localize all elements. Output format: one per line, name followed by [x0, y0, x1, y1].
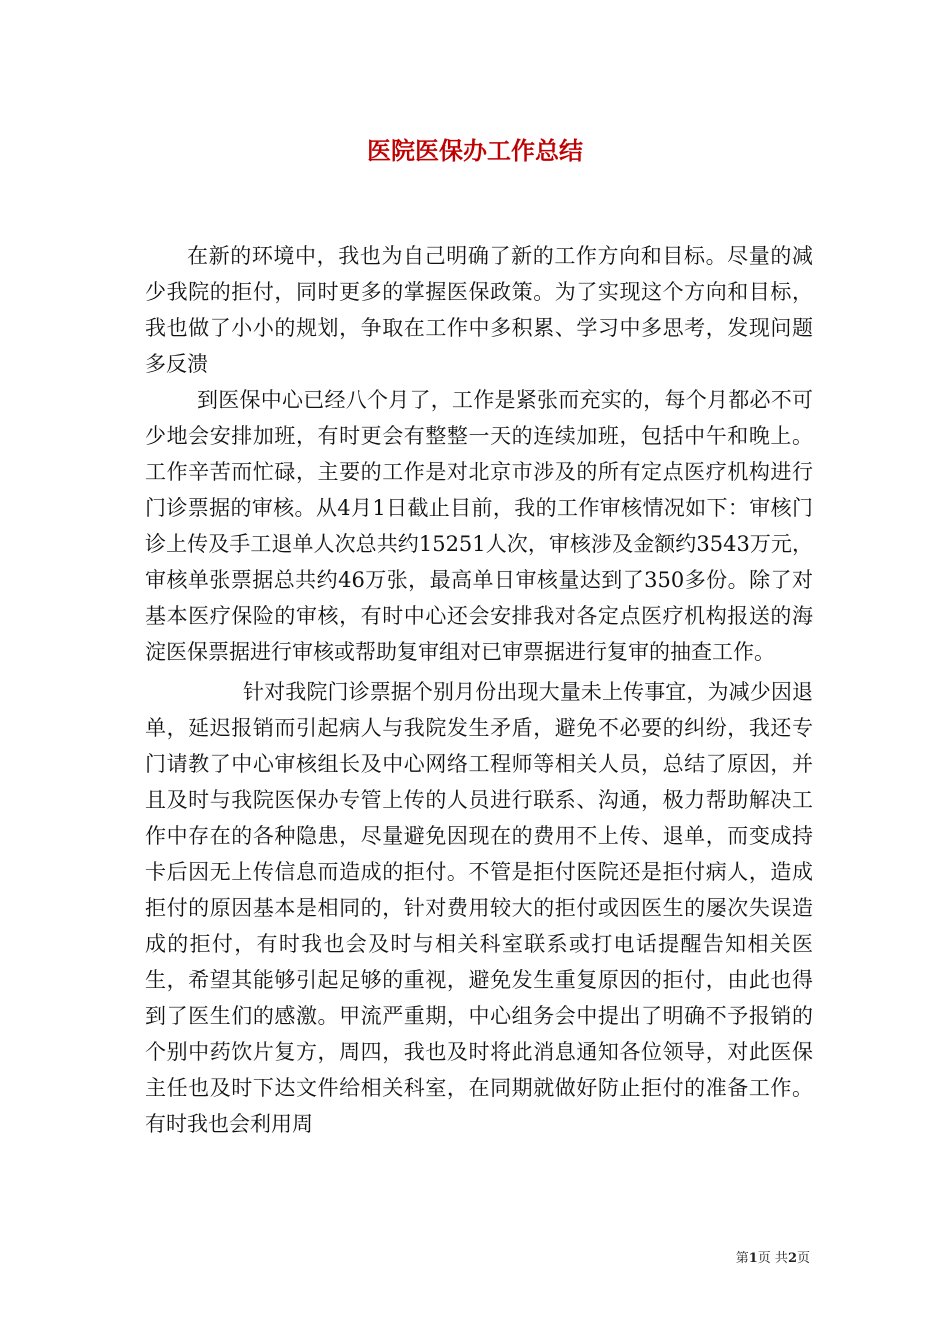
footer-total-pages: 2 — [787, 1251, 797, 1266]
footer-prefix: 第 — [735, 1251, 749, 1266]
footer-current-page: 1 — [748, 1251, 758, 1266]
document-title: 医院医保办工作总结 — [367, 136, 583, 165]
page-footer — [736, 1247, 810, 1266]
paragraph-2: 到医保中心已经八个月了，工作是紧张而充实的，每个月都必不可少地会安排加班，有时更会有整整一天的连续加班，包括中午和晚上。工作辛苦而忙碌，主要的工作是对北京市涉及的所有定点医疗机构进行门诊票据的审核。从4月1日截止目前，我的工作审核情况如下：审核门诊上传及手工退单人次总共约15251人次，审核涉及金额约3543万元，审核单张票据总共约46万张，最高单日审核量达到了350多份。除了对基本医疗保险的审核，有时中心还会安排我对各定点医疗机构报送的海淀医保票据进行审核或帮助复审组对已审票据进行复审的抽查工作。 — [145, 388, 813, 664]
footer-middle: 页 共 — [757, 1251, 788, 1266]
paragraph-1: 在新的环境中，我也为自己明确了新的工作方向和目标。尽量的减少我院的拒付，同时更多的掌握医保政策。为了实现这个方向和目标，我也做了小小的规划，争取在工作中多积累、学习中多思考，发现问题多反溃 — [145, 244, 813, 376]
paragraph-3: 针对我院门诊票据个别月份出现大量未上传事宜，为减少因退单，延迟报销而引起病人与我院发生矛盾，避免不必要的纠纷，我还专门请教了中心审核组长及中心网络工程师等相关人员，总结了原因，并且及时与我院医保办专管上传的人员进行联系、沟通，极力帮助解决工作中存在的各种隐患，尽量避免因现在的费用不上传、退单，而变成持卡后因无上传信息而造成的拒付。不管是拒付医院还是拒付病人，造成拒付的原因基本是相同的，针对费用较大的拒付或因医生的屡次失误造成的拒付，有时我也会及时与相关科室联系或打电话提醒告知相关医生，希望其能够引起足够的重视，避免发生重复原因的拒付，由此也得到了医生们的感激。甲流严重期，中心组务会中提出了明确不予报销的个别中药饮片复方，周四，我也及时将此消息通知各位领导，对此医保主任也及时下达文件给相关科室，在同期就做好防止拒付的准备工作。有时我也会利用周 — [145, 680, 813, 1136]
document-body — [145, 238, 813, 1142]
footer-suffix: 页 — [796, 1251, 810, 1266]
